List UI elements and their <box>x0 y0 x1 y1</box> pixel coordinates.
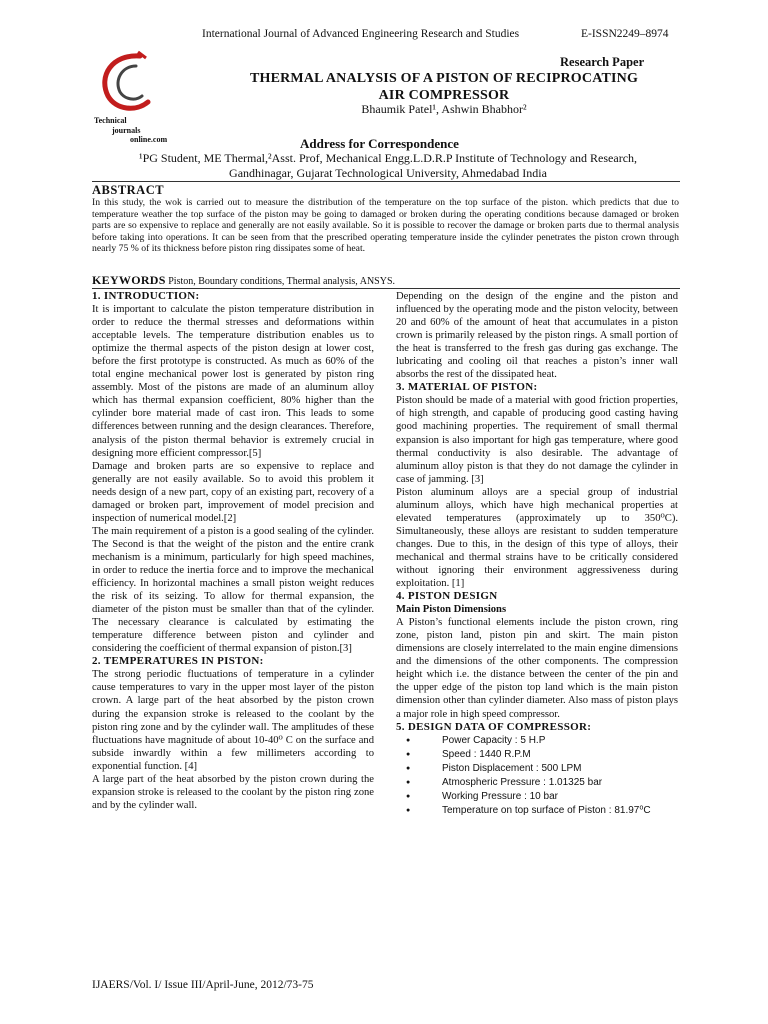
logo-text-2: journals <box>112 126 141 135</box>
title-line-2: AIR COMPRESSOR <box>378 88 510 103</box>
paragraph: A large part of the heat absorbed by the piston crown during the expansion stroke is released to the coolant by the piston ring zone and by the cylinder wall. <box>92 773 374 811</box>
left-column <box>92 290 374 812</box>
section-3-heading: 3. MATERIAL OF PISTON: <box>396 381 538 394</box>
design-data-list <box>396 734 678 818</box>
paper-type: Research Paper <box>560 55 645 69</box>
paragraph: The main requirement of a piston is a good sealing of the cylinder. The Second is that the weight of the piston and the entire crank mechanism is a minimum, particularly for high speed machines, in order to reduce the inertia force and to improve the mechanical efficiency. In horizontal machines a small piston weight reduces the risk of its seizing. To allow for thermal expansion, the diameter of the piston must be smaller than that of the cylinder. The necessary clearance is calculated by estimating the temperature difference between piston and cylinder and considering the coefficient of thermal expansion of piston.[3] <box>92 525 374 655</box>
abstract-text: In this study, the wok is carried out to measure the distribution of the temperature on the top surface of the piston. which predicts that due to temperature weather the top surface of the piston may be going to damaged or broken during the operating conditions because damaged or broken parts are so expensive to replace and generally are not easily available. So it is possible to recover the damage or broken parts due to thermal analysis before taking into operations. It can be seen from that the prescribed operating temperature inside the cylinder penetrates the piston crown through nearly 75 % of its thickness before piston ring dissipates some of heat. <box>92 197 679 255</box>
authors: Bhaumik Patel¹, Ashwin Bhabhor² <box>361 102 527 116</box>
section-5-heading: 5. DESIGN DATA OF COMPRESSOR: <box>396 720 592 733</box>
address <box>108 151 668 180</box>
list-item: ● Atmospheric Pressure : 1.01325 bar <box>424 776 678 790</box>
paragraph: Piston aluminum alloys are a special group of industrial aluminum alloys, which have high mechanical properties at elevated temperatures (approximately up to 350⁰C). Simultaneously, these alloys are resistant to sudden temperature changes. Due to this, in the design of this type of alloys, their mechanical and thermal strains have to be critically considered without ignoring their environment aggressiveness during exploitation. [1] <box>396 486 678 590</box>
list-item: ● Piston Displacement : 500 LPM <box>424 762 678 776</box>
list-item: ● Temperature on top surface of Piston : 81.97⁰C <box>424 804 678 818</box>
keywords-text: Piston, Boundary conditions, Thermal analysis, ANSYS. <box>165 276 396 287</box>
address-line-2: Gandhinagar, Gujarat Technological University, Ahmedabad India <box>229 165 547 180</box>
list-item: ● Working Pressure : 10 bar <box>424 790 678 804</box>
paragraph: The strong periodic fluctuations of temperature in a cylinder cause temperatures to vary in the upper most layer of the piston crown. A large part of the heat absorbed by the piston crown during the expansion stroke is released to the coolant by the piston ring zone and by the cylinder wall. The amplitudes of these fluctuations have magnitude of about 10-40⁰ C on the surface and subside inwardly within a few millimeters according to exponential function. [4] <box>92 669 374 772</box>
section-2-heading: 2. TEMPERATURES IN PISTON: <box>92 655 264 668</box>
section-4-subheading: Main Piston Dimensions <box>396 604 507 616</box>
paper-title <box>210 70 678 104</box>
journal-name: International Journal of Advanced Engineering Research and Studies <box>202 28 520 40</box>
abstract-heading: ABSTRACT <box>92 183 165 197</box>
keywords <box>92 273 395 288</box>
right-column <box>396 290 678 818</box>
address-line-1: ¹PG Student, ME Thermal,²Asst. Prof, Mechanical Engg.L.D.R.P Institute of Technology and Research, <box>138 151 638 165</box>
section-4-heading: 4. PISTON DESIGN <box>396 590 498 603</box>
divider-top <box>92 181 680 182</box>
footer: IJAERS/Vol. I/ Issue III/April-June, 2012/73-75 <box>92 979 314 991</box>
eissn: E-ISSN2249–8974 <box>581 28 669 40</box>
paragraph: Depending on the design of the engine and the piston and influenced by the operating mode and the piston velocity, between 20 and 60% of the amount of heat that accumulates in a piston crown is primarily released by the piston rings. A small portion of the heat is transferred to the fresh gas during gas exchange. The lubricating and cooling oil that reaches a piston’s inner wall absorbs the rest of the dissipated heat. <box>396 291 678 381</box>
keywords-label: KEYWORDS <box>92 273 166 287</box>
address-heading: Address for Correspondence <box>300 136 459 151</box>
logo-text-3: online.com <box>130 135 168 144</box>
paragraph: Piston should be made of a material with good friction properties, of high strength, and capable of producing good casting having good machining properties. The requirement of small thermal expansion is also important for high gas temperature, where good thermal conductivity is also desirable. The advantage of aluminum alloy piston is that they do not damage the cylinder in case of jamming. [3] <box>396 395 678 485</box>
list-item: ● Speed : 1440 R.P.M <box>424 748 678 762</box>
paragraph: A Piston’s functional elements include the piston crown, ring zone, piston land, piston pin and skirt. The main piston dimensions are closely interrelated to the main engine dimensions and the dimensions of the other components. The compression height which i.e. the distance between the center of the pin and the upper edge of the piston top land which is the main piston dimension other than cylinder diameter. Also mass of piston plays a major role in high speed compressor. <box>396 617 678 720</box>
paragraph: It is important to calculate the piston temperature distribution in order to reduce the thermal stresses and deformations within acceptable levels. The temperature distribution enables us to optimize the thermal aspects of the piston design at lower cost, before the first prototype is constructed. As much as 60% of the total engine mechanical power lost is generated by piston ring assembly. Most of the pistons are made of an aluminum alloy which has thermal expansion coefficient, 80% higher than the cylinder bore material made of cast iron. This leads to some differences between running and the design clearances. Therefore, analysis of the piston thermal behavior is extremely crucial in designing more efficient compressor.[5] <box>92 304 374 459</box>
paragraph: Damage and broken parts are so expensive to replace and generally are not easily available. So to avoid this problem it needs design of a new part, copy of an existing part, recovery of a damaged or broken part, improvement of model precision and inspection of numerical model.[2] <box>92 460 374 524</box>
section-1-heading: 1. INTRODUCTION: <box>92 290 200 302</box>
list-item: ● Power Capacity : 5 H.P <box>424 734 678 748</box>
journal-logo <box>90 50 210 150</box>
logo-swoosh-icon <box>92 50 172 122</box>
logo-text-1: Technical <box>94 116 127 125</box>
divider-bottom <box>92 288 680 289</box>
title-line-1: THERMAL ANALYSIS OF A PISTON OF RECIPROCATING <box>249 71 639 86</box>
